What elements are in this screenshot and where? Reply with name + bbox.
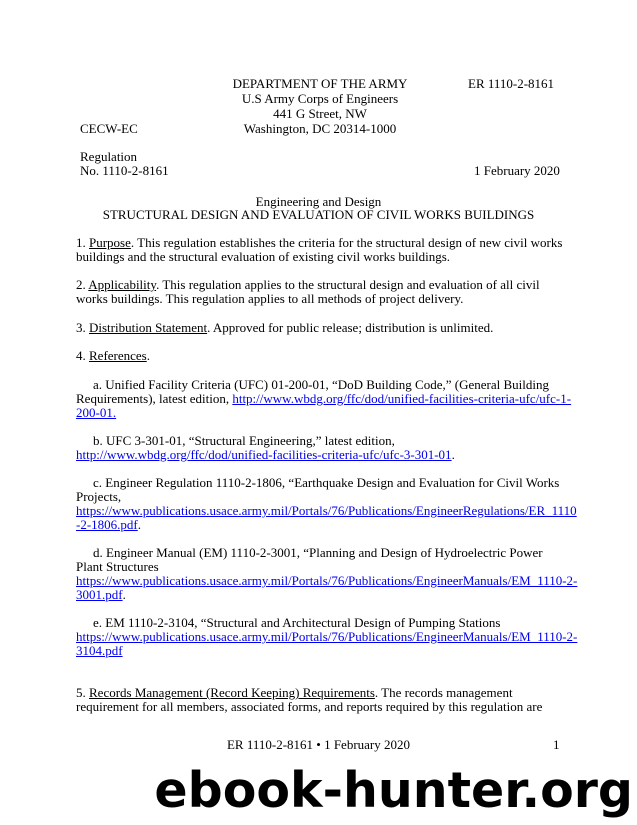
- section-number: 4.: [76, 348, 89, 363]
- reference-a: a. Unified Facility Criteria (UFC) 01-200-01, “DoD Building Code,” (General Building: [93, 377, 549, 392]
- publication-date: 1 February 2020: [474, 163, 560, 178]
- reference-a-line2: [76, 391, 571, 407]
- section-number: 3.: [76, 320, 89, 335]
- reference-c-line2: Projects,: [76, 489, 122, 504]
- reference-b: b. UFC 3-301-01, “Structural Engineering,” latest edition,: [93, 433, 395, 448]
- department-name: DEPARTMENT OF THE ARMY: [232, 76, 408, 91]
- reference-c-line4: [76, 517, 141, 533]
- section-text: . This regulation establishes the criteria for the structural design of new civil works: [130, 235, 563, 250]
- section-number: 5.: [76, 685, 89, 700]
- reference-a-link[interactable]: http://www.wbdg.org/ffc/dod/unified-facilities-criteria-ufc/ufc-1-: [232, 391, 572, 406]
- street-address: 441 G Street, NW: [273, 106, 367, 121]
- page-footer: ER 1110-2-8161 • 1 February 2020: [226, 737, 411, 752]
- document-title: STRUCTURAL DESIGN AND EVALUATION OF CIVIL WORKS BUILDINGS: [102, 207, 535, 222]
- section-heading: Purpose: [89, 235, 131, 250]
- section-text: . Approved for public release; distribution is unlimited.: [207, 320, 494, 335]
- reference-text: .: [451, 447, 455, 462]
- regulation-number: No. 1110-2-8161: [80, 163, 169, 178]
- section-text: works buildings. This regulation applies to all methods of project delivery.: [76, 291, 464, 306]
- section-heading: Records Management (Record Keeping) Requirements: [89, 685, 375, 700]
- reference-e: e. EM 1110-2-3104, “Structural and Architectural Design of Pumping Stations: [93, 615, 501, 630]
- er-number: ER 1110-2-8161: [468, 76, 555, 91]
- reference-d: d. Engineer Manual (EM) 1110-2-3001, “Planning and Design of Hydroelectric Power: [93, 545, 543, 560]
- reference-e-link-cont[interactable]: 3104.pdf: [76, 643, 123, 658]
- page-number: 1: [553, 737, 560, 752]
- reference-a-line3: [76, 405, 116, 421]
- reference-a-link-cont[interactable]: 200-01.: [76, 405, 117, 420]
- reference-text: Requirements), latest edition,: [76, 391, 233, 406]
- reference-c-link[interactable]: https://www.publications.usace.army.mil/Portals/76/Publications/EngineerRegulations/ER_1110: [76, 503, 577, 518]
- reference-d-line2: Plant Structures: [76, 559, 159, 574]
- section-text: buildings and the structural evaluation of existing civil works buildings.: [76, 249, 451, 264]
- reference-e-line2: [76, 629, 577, 645]
- reference-b-link[interactable]: http://www.wbdg.org/ffc/dod/unified-facilities-criteria-ufc/ufc-3-301-01: [76, 447, 452, 462]
- regulation-label: Regulation: [80, 149, 138, 164]
- subject-area: Engineering and Design: [255, 194, 382, 209]
- reference-d-link-cont[interactable]: 3001.pdf: [76, 587, 123, 602]
- reference-c: c. Engineer Regulation 1110-2-1806, “Earthquake Design and Evaluation for Civil Works: [93, 475, 560, 490]
- reference-c-line3: [76, 503, 577, 519]
- reference-e-link[interactable]: https://www.publications.usace.army.mil/Portals/76/Publications/EngineerManuals/EM_1110-2-: [76, 629, 578, 644]
- city-address: Washington, DC 20314-1000: [243, 121, 397, 136]
- watermark-text: ebook-hunter.org: [154, 762, 633, 819]
- section-text: . This regulation applies to the structural design and evaluation of all civil: [156, 277, 540, 292]
- section-text: . The records management: [374, 685, 513, 700]
- section-text: requirement for all members, associated forms, and reports required by this regulation are: [76, 699, 543, 714]
- reference-e-line3: [76, 643, 123, 659]
- section-text: .: [146, 348, 150, 363]
- office-symbol: CECW-EC: [80, 121, 138, 136]
- reference-c-link-cont[interactable]: -2-1806.pdf: [76, 517, 138, 532]
- section-number: 1.: [76, 235, 89, 250]
- reference-d-line4: [76, 587, 126, 603]
- section-number: 2.: [76, 277, 89, 292]
- reference-text: .: [122, 587, 126, 602]
- section-heading: Distribution Statement: [89, 320, 208, 335]
- corps-name: U.S Army Corps of Engineers: [241, 91, 399, 106]
- section-heading: References: [89, 348, 147, 363]
- reference-text: .: [137, 517, 141, 532]
- section-distribution: [76, 320, 493, 336]
- reference-d-line3: [76, 573, 577, 589]
- section-references: [76, 348, 150, 364]
- reference-b-line2: [76, 447, 455, 463]
- reference-d-link[interactable]: https://www.publications.usace.army.mil/Portals/76/Publications/EngineerManuals/EM_1110-2-: [76, 573, 578, 588]
- section-heading: Applicability: [88, 277, 157, 292]
